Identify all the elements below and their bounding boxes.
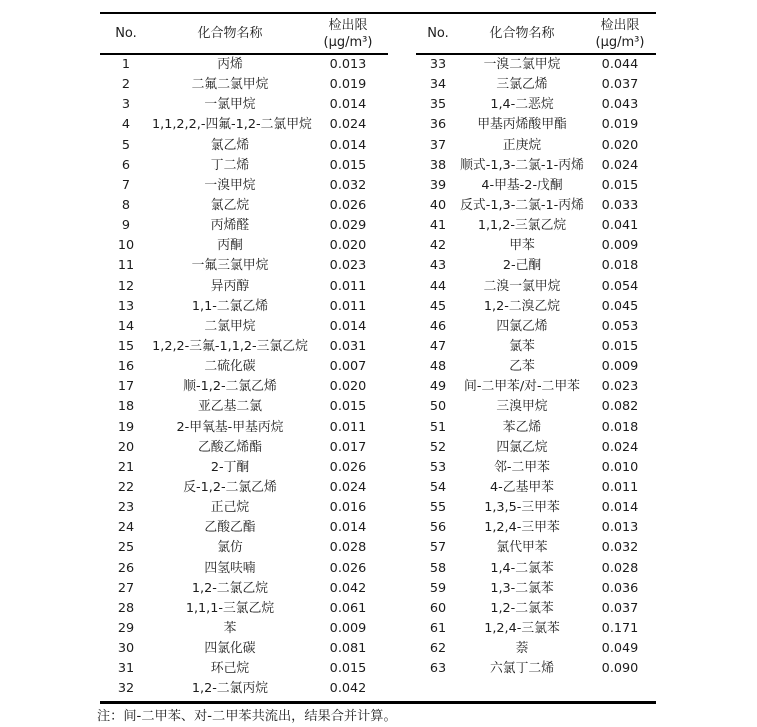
detection-limit-value: 0.019 [601,117,639,133]
detection-limit-value: 0.020 [329,238,367,254]
table-row [100,216,388,236]
row-no: 5 [121,137,131,153]
table-row [100,619,388,639]
detection-limit-tables [100,12,656,704]
row-no: 22 [117,479,135,495]
compound-name: 二硫化碳 [204,359,256,375]
row-no: 17 [117,379,135,395]
detection-limit-value: 0.014 [601,500,639,516]
table-row [100,659,388,679]
detection-limit-value: 0.014 [329,97,367,113]
table-row [416,216,656,236]
compound-name: 1,1,2-三氯乙烷 [477,218,567,234]
detection-limit-value: 0.019 [329,77,367,93]
detection-limit-value: 0.018 [601,419,639,435]
compound-name: 氯乙烷 [210,197,250,213]
row-no: 63 [429,661,447,677]
table-row [100,75,388,95]
row-no: 26 [117,560,135,576]
compound-name: 1,2-二氯丙烷 [191,681,269,697]
row-no: 4 [121,117,131,133]
detection-limit-value: 0.011 [329,278,367,294]
detection-limit-table-right [416,14,656,701]
compound-name: 一溴甲烷 [204,177,256,193]
detection-limit-value: 0.171 [601,620,639,636]
column-header-detection-limit [308,17,388,51]
compound-name: 一氟三氯甲烷 [191,258,269,274]
compound-name: 丙烯醛 [210,218,250,234]
detection-limit-value: 0.049 [601,641,639,657]
detection-limit-value: 0.009 [329,620,367,636]
row-no: 24 [117,520,135,536]
table-row [100,176,388,196]
row-no: 42 [429,238,447,254]
row-no: 16 [117,359,135,375]
compound-name: 丙烯 [217,57,243,72]
detection-limit-value: 0.011 [601,479,639,495]
compound-name: 三氯乙烯 [496,77,548,93]
compound-name: 四氯乙烷 [496,439,548,455]
detection-limit-value: 0.013 [601,520,639,536]
column-header-detection-limit-unit: (μg/m³) [595,34,645,50]
compound-name: 间-二甲苯/对-二甲苯 [464,379,580,395]
row-no: 61 [429,620,447,636]
detection-limit-value: 0.037 [601,77,639,93]
table-row [416,256,656,276]
detection-limit-value: 0.024 [329,117,367,133]
detection-limit-value: 0.036 [601,580,639,596]
table-row [416,176,656,196]
table-row [416,579,656,599]
compound-name: 1,1,1-三氯乙烷 [185,600,275,616]
compound-name: 氯乙烯 [210,137,250,153]
detection-limit-value: 0.037 [601,600,639,616]
compound-name: 1,3-二氯苯 [490,580,554,596]
row-no: 50 [429,399,447,415]
detection-limit-value: 0.015 [329,399,367,415]
table-row [416,317,656,337]
compound-name: 萘 [515,641,529,657]
compound-name: 乙酸乙烯酯 [198,439,262,455]
row-no: 38 [429,157,447,173]
row-no: 1 [121,57,131,72]
detection-limit-value: 0.082 [601,399,639,415]
compound-name: 2-丁酮 [210,459,250,475]
table-row [100,236,388,256]
row-no: 51 [429,419,447,435]
compound-name: 氯苯 [509,338,535,354]
column-header-detection-limit [584,17,656,51]
table-row [416,458,656,478]
detection-limit-table-left [100,14,388,701]
row-no: 3 [121,97,131,113]
table-row [100,599,388,619]
row-no: 15 [117,338,135,354]
compound-name: 六氯丁二烯 [490,661,554,677]
row-no: 35 [429,97,447,113]
table-row [100,317,388,337]
detection-limit-value: 0.054 [601,278,639,294]
table-row [416,659,656,679]
row-no: 39 [429,177,447,193]
row-no: 19 [117,419,135,435]
row-no: 28 [117,600,135,616]
table-row [100,518,388,538]
compound-name: 顺式-1,3-二氯-1-丙烯 [460,157,584,173]
table-row [100,458,388,478]
detection-limit-value: 0.032 [329,177,367,193]
row-no: 18 [117,399,135,415]
table-row [100,418,388,438]
row-no: 33 [429,57,447,72]
column-header-detection-limit-line1: 检出限 [328,17,368,33]
row-no: 53 [429,459,447,475]
detection-limit-value: 0.015 [329,157,367,173]
compound-name: 三溴甲烷 [496,399,548,415]
table-row [100,115,388,135]
table-row [416,478,656,498]
compound-name: 苯乙烯 [502,419,542,435]
table-row [416,377,656,397]
detection-limit-value: 0.013 [329,57,367,72]
detection-limit-value: 0.015 [601,177,639,193]
table-row [100,538,388,558]
compound-name: 2-己酮 [502,258,542,274]
compound-name: 四氯化碳 [204,641,256,657]
compound-name: 1,2,4-三氯苯 [484,620,560,636]
compound-name: 一溴二氯甲烷 [483,57,561,72]
compound-name: 苯 [223,620,237,636]
row-no: 29 [117,620,135,636]
table-row [416,438,656,458]
detection-limit-value: 0.042 [329,681,367,697]
row-no: 58 [429,560,447,576]
table-row [416,639,656,659]
table-row [416,136,656,156]
table-row [416,55,656,75]
row-no: 62 [429,641,447,657]
table-row [416,357,656,377]
compound-name: 1,4-二恶烷 [490,97,554,113]
detection-limit-value: 0.009 [601,238,639,254]
table-row [100,256,388,276]
compound-name: 1,1,2,2,-四氟-1,2-二氯甲烷 [152,117,312,133]
table-row [416,236,656,256]
detection-limit-value: 0.014 [329,520,367,536]
table-row [100,559,388,579]
row-no: 34 [429,77,447,93]
detection-limit-value: 0.010 [601,459,639,475]
compound-name: 二溴一氯甲烷 [483,278,561,294]
compound-name: 反-1,2-二氯乙烯 [183,479,277,495]
detection-limit-value: 0.028 [601,560,639,576]
table-row [100,156,388,176]
compound-name: 二氟二氯甲烷 [191,77,269,93]
compound-name: 四氯乙烯 [496,318,548,334]
compound-name: 一氯甲烷 [204,97,256,113]
detection-limit-value: 0.028 [329,540,367,556]
table-row [416,538,656,558]
row-no: 2 [121,77,131,93]
row-no: 36 [429,117,447,133]
compound-name: 4-甲基-2-戊酮 [481,177,563,193]
detection-limit-value: 0.090 [601,661,639,677]
table-row [416,337,656,357]
table-row [416,196,656,216]
compound-name: 正庚烷 [502,137,542,153]
table-row [100,297,388,317]
row-no: 55 [429,500,447,516]
row-no: 49 [429,379,447,395]
detection-limit-value: 0.024 [601,439,639,455]
row-no: 11 [117,258,135,274]
table-row [100,196,388,216]
detection-limit-value: 0.015 [329,661,367,677]
detection-limit-value: 0.032 [601,540,639,556]
row-no: 20 [117,439,135,455]
detection-limit-value: 0.041 [601,218,639,234]
table-row [416,397,656,417]
detection-limit-value: 0.031 [329,338,367,354]
detection-limit-value: 0.011 [329,419,367,435]
compound-name: 甲基丙烯酸甲酯 [477,117,567,133]
compound-name: 1,2,2-三氟-1,1,2-三氯乙烷 [152,338,308,354]
row-no: 48 [429,359,447,375]
compound-name: 环己烷 [210,661,250,677]
table-row [100,438,388,458]
column-header-detection-limit-line1: 检出限 [600,17,640,33]
table-row [100,579,388,599]
table-header [100,14,388,55]
column-header-detection-limit-unit: (μg/m³) [323,34,373,50]
column-header-compound-name: 化合物名称 [489,26,555,41]
compound-name: 1,3,5-三甲苯 [484,500,560,516]
compound-name: 亚乙基二氯 [198,399,262,415]
table-row [416,115,656,135]
table-row [100,337,388,357]
column-header-no: No. [427,26,449,41]
row-no: 12 [117,278,135,294]
detection-limit-value: 0.017 [329,439,367,455]
compound-name: 丙酮 [217,238,243,254]
compound-name: 1,2-二氯苯 [490,600,554,616]
row-no: 10 [117,238,135,254]
compound-name: 1,1-二氯乙烯 [191,298,269,314]
detection-limit-value: 0.007 [329,359,367,375]
detection-limit-value: 0.023 [329,258,367,274]
table-row [416,418,656,438]
row-no: 40 [429,197,447,213]
row-no: 25 [117,540,135,556]
table-row [100,357,388,377]
compound-name: 乙苯 [509,359,535,375]
table-row [100,498,388,518]
compound-name: 1,2-二氯乙烷 [191,580,269,596]
row-no: 14 [117,318,135,334]
table-row [100,136,388,156]
table-row [100,55,388,75]
detection-limit-value: 0.024 [329,479,367,495]
compound-name: 乙酸乙酯 [204,520,256,536]
compound-name: 丁二烯 [210,157,250,173]
detection-limit-value: 0.018 [601,258,639,274]
compound-name: 异丙醇 [210,278,250,294]
row-no: 30 [117,641,135,657]
detection-limit-value: 0.026 [329,560,367,576]
row-no: 59 [429,580,447,596]
table-row [100,639,388,659]
row-no: 60 [429,600,447,616]
row-no: 43 [429,258,447,274]
table-row [416,297,656,317]
table-row [416,559,656,579]
table-row [100,95,388,115]
row-no: 37 [429,137,447,153]
detection-limit-value: 0.042 [329,580,367,596]
detection-limit-value: 0.043 [601,97,639,113]
detection-limit-value: 0.026 [329,197,367,213]
compound-name: 1,2-二溴乙烷 [483,298,561,314]
row-no: 21 [117,459,135,475]
table-row [100,679,388,699]
row-no: 13 [117,298,135,314]
table-row [100,377,388,397]
detection-limit-value: 0.045 [601,298,639,314]
row-no: 56 [429,520,447,536]
detection-limit-value: 0.029 [329,218,367,234]
compound-name: 四氢呋喃 [204,560,256,576]
table-row [416,156,656,176]
row-no: 44 [429,278,447,294]
detection-limit-value: 0.026 [329,459,367,475]
compound-name: 甲苯 [509,238,535,254]
table-row [416,75,656,95]
detection-limit-value: 0.033 [601,197,639,213]
compound-name: 氯代甲苯 [496,540,548,556]
compound-name: 二氯甲烷 [204,318,256,334]
detection-limit-value: 0.020 [601,137,639,153]
detection-limit-value: 0.015 [601,338,639,354]
detection-limit-value: 0.020 [329,379,367,395]
detection-limit-value: 0.081 [329,641,367,657]
row-no: 46 [429,318,447,334]
table-row [416,518,656,538]
table-body-right [416,55,656,679]
compound-name: 1,2,4-三甲苯 [484,520,560,536]
detection-limit-value: 0.009 [601,359,639,375]
compound-name: 反式-1,3-二氯-1-丙烯 [460,197,584,213]
compound-name: 氯仿 [217,540,243,556]
compound-name: 正己烷 [210,500,250,516]
column-header-compound-name: 化合物名称 [197,26,263,41]
column-header-no: No. [115,26,137,41]
table-footnote: 注：间-二甲苯、对-二甲苯共流出，结果合并计算。 [97,709,397,724]
detection-limit-value: 0.014 [329,318,367,334]
detection-limit-value: 0.053 [601,318,639,334]
row-no: 8 [121,197,131,213]
table-row [416,619,656,639]
table-row [100,478,388,498]
row-no: 32 [117,681,135,697]
table-row [416,95,656,115]
compound-name: 1,4-二氯苯 [490,560,554,576]
detection-limit-value: 0.016 [329,500,367,516]
detection-limit-value: 0.023 [601,379,639,395]
row-no: 45 [429,298,447,314]
row-no: 23 [117,500,135,516]
table-row [416,277,656,297]
row-no: 6 [121,157,131,173]
row-no: 27 [117,580,135,596]
detection-limit-value: 0.014 [329,137,367,153]
row-no: 7 [121,177,131,193]
table-body-left [100,55,388,700]
row-no: 41 [429,218,447,234]
detection-limit-value: 0.061 [329,600,367,616]
row-no: 31 [117,661,135,677]
detection-limit-value: 0.011 [329,298,367,314]
table-row [416,498,656,518]
row-no: 47 [429,338,447,354]
compound-name: 邻-二甲苯 [494,459,550,475]
compound-name: 4-乙基甲苯 [490,479,554,495]
table-row [100,397,388,417]
row-no: 9 [121,218,131,234]
detection-limit-value: 0.044 [601,57,639,72]
compound-name: 2-甲氧基-甲基丙烷 [176,419,284,435]
compound-name: 顺-1,2-二氯乙烯 [183,379,277,395]
row-no: 52 [429,439,447,455]
row-no: 54 [429,479,447,495]
table-row [100,277,388,297]
table-header [416,14,656,55]
row-no: 57 [429,540,447,556]
detection-limit-value: 0.024 [601,157,639,173]
table-row [416,599,656,619]
